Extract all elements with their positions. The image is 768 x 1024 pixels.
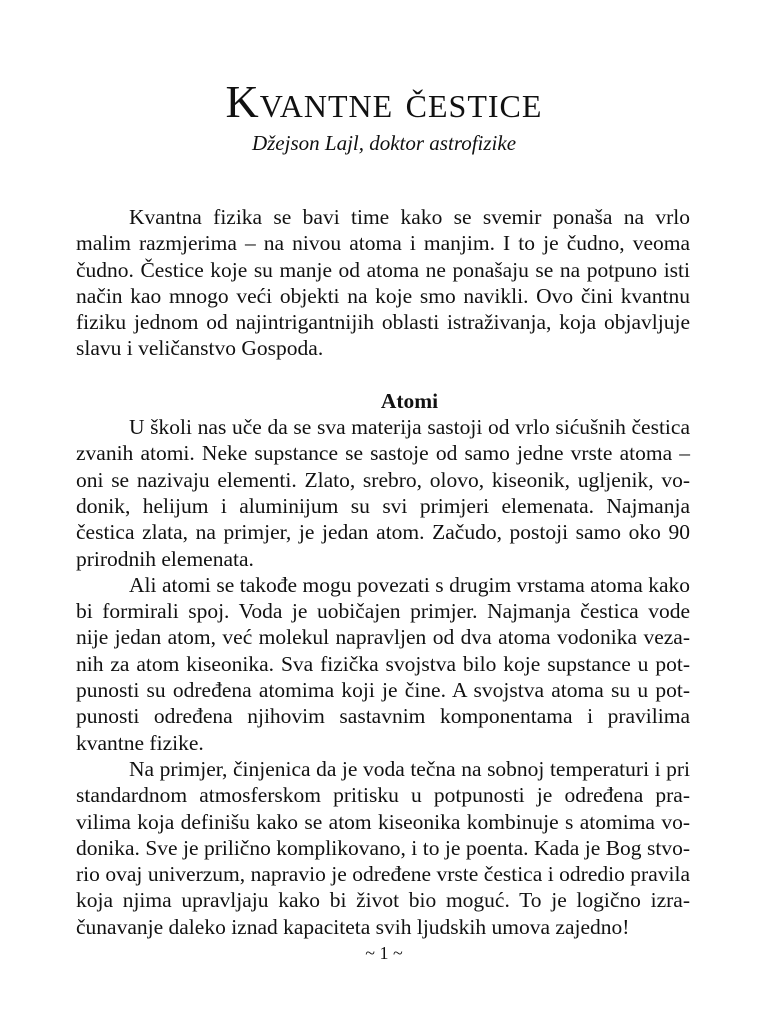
- body-text: [76, 204, 690, 940]
- author-line: Džejson Lajl, doktor astrofizike: [251, 131, 517, 155]
- paragraph: U školi nas uče da se sva materija sastoji od vrlo sićušnih čestica zvanih atomi. Neke supstance se sastoje od samo jedne vrste atoma – oni se nazivaju elementi. Zlato, srebro, olovo, kiseonik, ugljenik, vodonik, helijum i aluminijum su svi primjeri elemenata. Najmanja čestica zlata, na primjer, je jedan atom. Začudo, postoji samo oko 90 prirodnih elemenata.: [76, 415, 690, 571]
- paragraph: Ali atomi se takođe mogu povezati s drugim vrstama atoma kako bi formirali spoj. Voda je uobičajen primjer. Najmanja čestica vode nije jedan atom, već molekul napravljen od dva atoma vodonika vezanih za atom kiseonika. Sva fizička svojstva bilo koje supstance u potpunosti su određena atomima koji je čine. A svojstva atoma su u potpunosti određena njihovim sastavnim komponentama i pravilima kvantne fizike.: [76, 572, 690, 755]
- page-number: ~ 1 ~: [365, 943, 403, 963]
- paragraph: Na primjer, činjenica da je voda tečna na sobnoj temperaturi i pri standardnom atmosferskom pritisku u potpunosti je određena pravilima koja definišu kako se atom kiseonika kombinuje s atomima vodonika. Sve je prilično komplikovano, i to je poenta. Kada je Bog stvorio ovaj univerzum, napravio je određene vrste čestica i odredio pravila koja njima upravljaju kako bi život bio moguć. To je logično izračunavanje daleko iznad kapaciteta svih ljudskih umova zajedno!: [76, 756, 690, 939]
- document-title: Kvantne čestice: [225, 76, 543, 127]
- intro-paragraph: Kvantna fizika se bavi time kako se svemir ponaša na vrlo malim razmjerima – na nivou atoma i manjim. I to je čudno, veoma čudno. Čestice koje su manje od atoma ne ponašaju se na potpuno isti način kao mnogo veći objekti na koje smo navikli. Ovo čini kvantnu fiziku jednom od najintrigantnijih oblasti istraživanja, koja objavljuje slavu i veličanstvo Gospoda.: [76, 205, 690, 361]
- section-heading: Atomi: [380, 388, 439, 413]
